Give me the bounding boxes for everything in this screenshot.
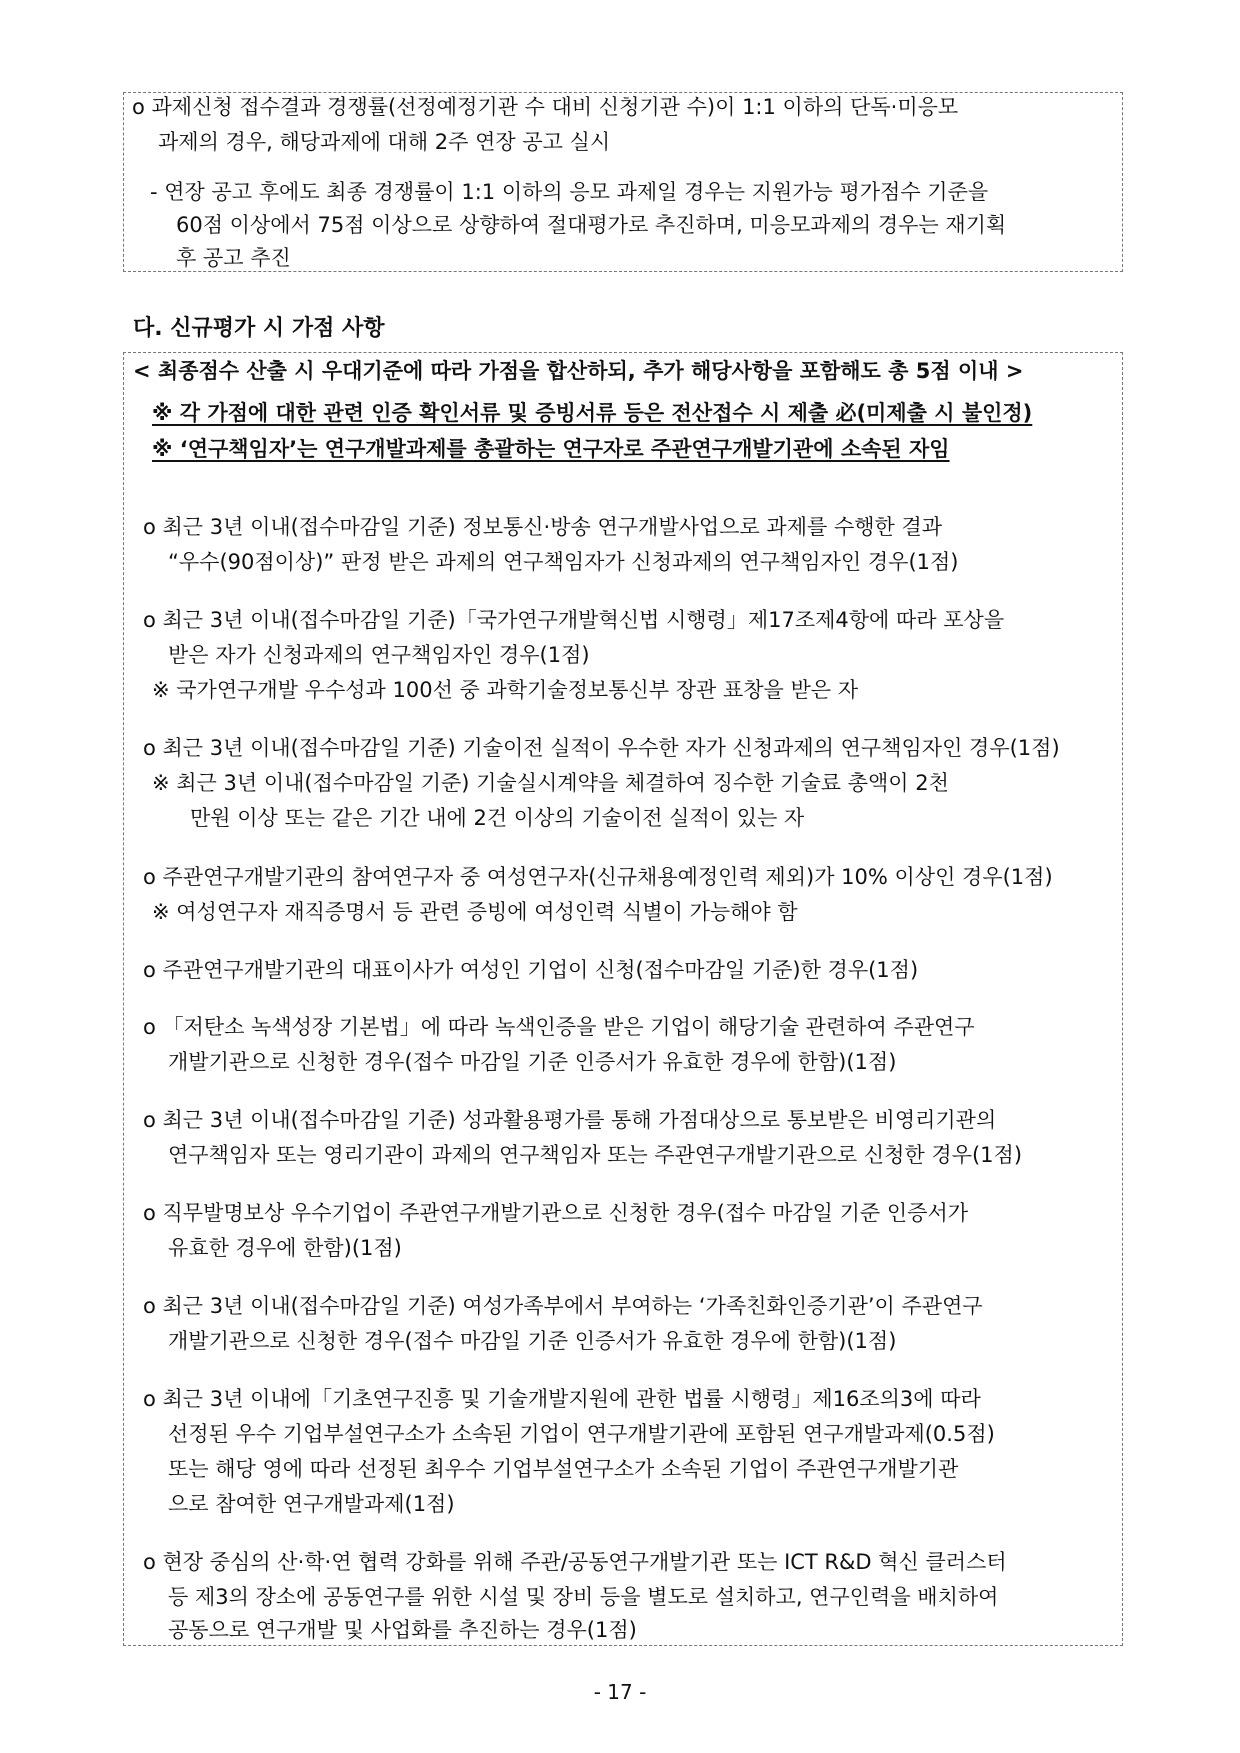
bonus-summary: < 최종점수 산출 시 우대기준에 따라 가점을 합산하되, 추가 해당사항을 포함해도 총 5점 이내 >: [133, 359, 1024, 383]
item-11-line-3: 공동으로 연구개발 및 사업화를 추진하는 경우(1점): [168, 1618, 637, 1642]
box1-line-5: 후 공고 추진: [176, 246, 291, 270]
item-2-line-1: o 최근 3년 이내(접수마감일 기준)「국가연구개발혁신법 시행령」제17조제4항에 따라 포상을: [143, 608, 1005, 632]
section-heading: 다. 신규평가 시 가점 사항: [133, 316, 385, 341]
item-6-line-1: o 「저탄소 녹색성장 기본법」에 따라 녹색인증을 받은 기업이 해당기술 관련하여 주관연구: [143, 1015, 975, 1039]
box1-line-3: - 연장 공고 후에도 최종 경쟁률이 1:1 이하의 응모 과제일 경우는 지원가능 평가점수 기준을: [150, 180, 989, 204]
item-7-line-1: o 최근 3년 이내(접수마감일 기준) 성과활용평가를 통해 가점대상으로 통보받은 비영리기관의: [143, 1108, 997, 1132]
note-documents: ※ 각 가점에 대한 관련 인증 확인서류 및 증빙서류 등은 전산접수 시 제출 必(미제출 시 불인정): [152, 401, 1033, 425]
item-6-line-2: 개발기관으로 신청한 경우(접수 마감일 기준 인증서가 유효한 경우에 한함)(1점): [168, 1050, 897, 1074]
box1-line-1: o 과제신청 접수결과 경쟁률(선정예정기관 수 대비 신청기관 수)이 1:1 이하의 단독·미응모: [132, 95, 959, 119]
item-9-line-1: o 최근 3년 이내(접수마감일 기준) 여성가족부에서 부여하는 ‘가족친화인증기관’이 주관연구: [143, 1294, 983, 1318]
item-2-line-2: 받은 자가 신청과제의 연구책임자인 경우(1점): [168, 643, 590, 667]
item-10-line-3: 또는 해당 영에 따라 선정된 최우수 기업부설연구소가 소속된 기업이 주관연구개발기관: [168, 1457, 959, 1481]
item-3-note-1: ※ 최근 3년 이내(접수마감일 기준) 기술실시계약을 체결하여 징수한 기술료 총액이 2천: [152, 771, 949, 795]
box1-line-4: 60점 이상에서 75점 이상으로 상향하여 절대평가로 추진하며, 미응모과제의 경우는 재기획: [176, 213, 1007, 237]
item-10-line-2: 선정된 우수 기업부설연구소가 소속된 기업이 연구개발기관에 포함된 연구개발과제(0.5점): [168, 1422, 995, 1446]
item-8-line-1: o 직무발명보상 우수기업이 주관연구개발기관으로 신청한 경우(접수 마감일 기준 인증서가: [143, 1201, 969, 1225]
box1-line-2: 과제의 경우, 해당과제에 대해 2주 연장 공고 실시: [158, 130, 611, 154]
item-3-note-2: 만원 이상 또는 같은 기간 내에 2건 이상의 기술이전 실적이 있는 자: [190, 806, 805, 830]
item-3-line-1: o 최근 3년 이내(접수마감일 기준) 기술이전 실적이 우수한 자가 신청과제의 연구책임자인 경우(1점): [143, 736, 1060, 760]
item-5-line-1: o 주관연구개발기관의 대표이사가 여성인 기업이 신청(접수마감일 기준)한 경우(1점): [143, 958, 919, 982]
item-10-line-1: o 최근 3년 이내에「기초연구진흥 및 기술개발지원에 관한 법률 시행령」제16조의3에 따라: [143, 1387, 981, 1411]
item-10-line-4: 으로 참여한 연구개발과제(1점): [168, 1492, 455, 1516]
item-4-note: ※ 여성연구자 재직증명서 등 관련 증빙에 여성인력 식별이 가능해야 함: [152, 900, 798, 924]
item-1-line-2: “우수(90점이상)” 판정 받은 과제의 연구책임자가 신청과제의 연구책임자인 경우(1점): [168, 550, 959, 574]
item-4-line-1: o 주관연구개발기관의 참여연구자 중 여성연구자(신규채용예정인력 제외)가 10% 이상인 경우(1점): [143, 865, 1053, 889]
item-2-note: ※ 국가연구개발 우수성과 100선 중 과학기술정보통신부 장관 표창을 받은 자: [152, 678, 859, 702]
note-pi-definition: ※ ‘연구책임자’는 연구개발과제를 총괄하는 연구자로 주관연구개발기관에 소속된 자임: [152, 437, 950, 461]
item-11-line-2: 등 제3의 장소에 공동연구를 위한 시설 및 장비 등을 별도로 설치하고, 연구인력을 배치하여: [168, 1585, 999, 1609]
item-7-line-2: 연구책임자 또는 영리기관이 과제의 연구책임자 또는 주관연구개발기관으로 신청한 경우(1점): [168, 1143, 1023, 1167]
item-8-line-2: 유효한 경우에 한함)(1점): [168, 1236, 402, 1260]
item-1-line-1: o 최근 3년 이내(접수마감일 기준) 정보통신·방송 연구개발사업으로 과제를 수행한 결과: [143, 515, 943, 539]
page-number: - 17 -: [593, 1680, 647, 1704]
item-9-line-2: 개발기관으로 신청한 경우(접수 마감일 기준 인증서가 유효한 경우에 한함)(1점): [168, 1329, 897, 1353]
item-11-line-1: o 현장 중심의 산·학·연 협력 강화를 위해 주관/공동연구개발기관 또는 ICT R&D 혁신 클러스터: [143, 1550, 1007, 1574]
